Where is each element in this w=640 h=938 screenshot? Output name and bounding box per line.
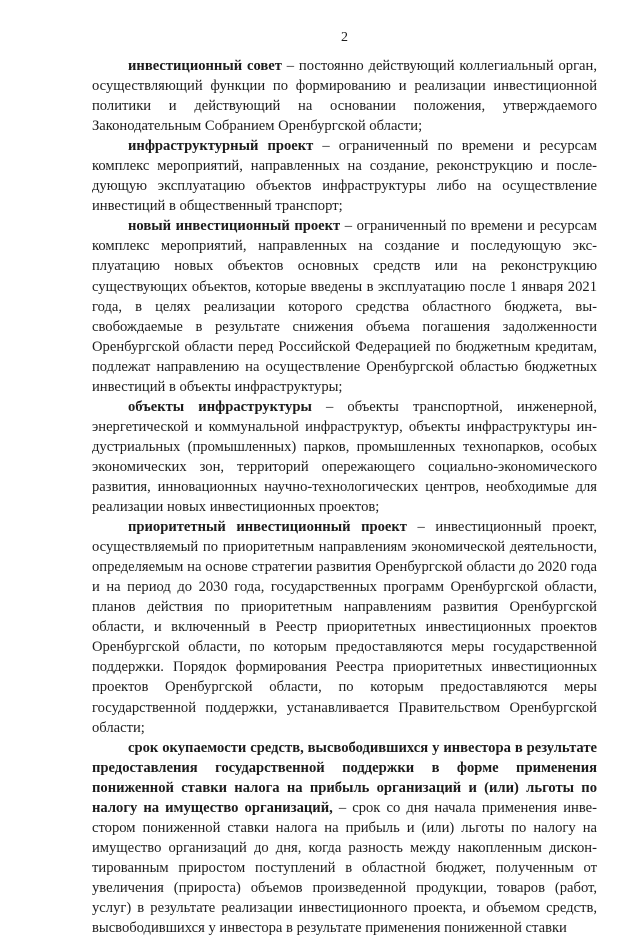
definition-paragraph: [92, 517, 597, 738]
defined-term: инвестиционный совет: [128, 58, 282, 74]
defined-term: срок окупаемости средств, высвободившихся у инвестора в результате предоставления государственной поддержки в форме применения пониженной ставки налога на прибыль организаций и (или) льготы по налогу на имущество организаций,: [92, 739, 597, 816]
definition-text: – срок со дня начала применения инвестором пониженной ставки налога на прибыль и (или) льготы по налогу на имущество организаций до дня, когда разность между накопленным дисконтированным приростом поступлений в областной бюджет, полученным от увеличения (прироста) объемов произведенной продукции, товаров (работ, услуг) в результате реализации инвестиционного проекта, и объемом средств, высвободившихся у инвестора в результате применения пониженной ставки: [92, 799, 598, 937]
definition-paragraph: [92, 738, 597, 938]
page-number: 2: [341, 30, 348, 45]
definition-text: – ограниченный по времени и ресурсам комплекс мероприятий, направленных на создание и последующую эксплуатацию новых объектов основных средств или на реконструкцию существующих объектов, которые введены в эксплуатацию после 1 января 2021 года, в целях реализации которого средства областного бюджета, высвобождаемые в результате снижения объема погашения задолженности Оренбургской области перед Российской Федерацией по бюджетным кредитам, подлежат направлению на осуществление Оренбургской областью бюджетных инвестиций в объекты инфраструктуры;: [92, 218, 597, 395]
definition-text: – инвестиционный проект, осуществляемый по приоритетным направлениям экономической деятельности, определяемым на основе стратегии развития Оренбургской области до 2020 года и на период до 2030 года, государственных программ Оренбургской области, планов действия по приоритетным направлениям развития Оренбургской области, и включенный в Реестр приоритетных инвестиционных проектов Оренбургской области, по которым предоставляются меры государственной поддержки. Порядок формирования Реестра приоритетных инвестиционных проектов Оренбургской области, по которым предоставляются меры государственной поддержки, устанавливается Правительством Оренбургской области;: [92, 519, 597, 736]
definition-text: – ограниченный по времени и ресурсам комплекс мероприятий, направленных на создание, реконструкцию и последующую эксплуатацию объектов инфраструктуры либо на осуществление инвестиций в общественный транспорт;: [92, 138, 597, 215]
definition-paragraph: [92, 397, 597, 517]
defined-term: инфраструктурный проект: [128, 138, 314, 155]
defined-term: объекты инфраструктуры: [128, 398, 312, 415]
definition-paragraph: [92, 56, 597, 136]
definition-paragraph: [92, 216, 597, 396]
definition-text: – постоянно действующий коллегиальный орган, осуществляющий функции по формированию и реализации инвестиционной политики и действующий на основании положения, утверждаемого Законодательным Собранием Оренбургской области;: [92, 58, 597, 135]
defined-term: новый инвестиционный проект: [128, 218, 341, 235]
definition-text: – объекты транспортной, инженерной, энергетической и коммунальной инфраструктур, объекты инфраструктуры индустриальных (промышленных) парков, промышленных технопарков, особых экономических зон, территорий опережающего социально-экономического развития, инновационных научно-технологических центров, необходимые для реализации новых инвестиционных проектов;: [92, 398, 597, 516]
definition-paragraph: [92, 136, 597, 216]
defined-term: приоритетный инвестиционный проект: [128, 519, 407, 536]
